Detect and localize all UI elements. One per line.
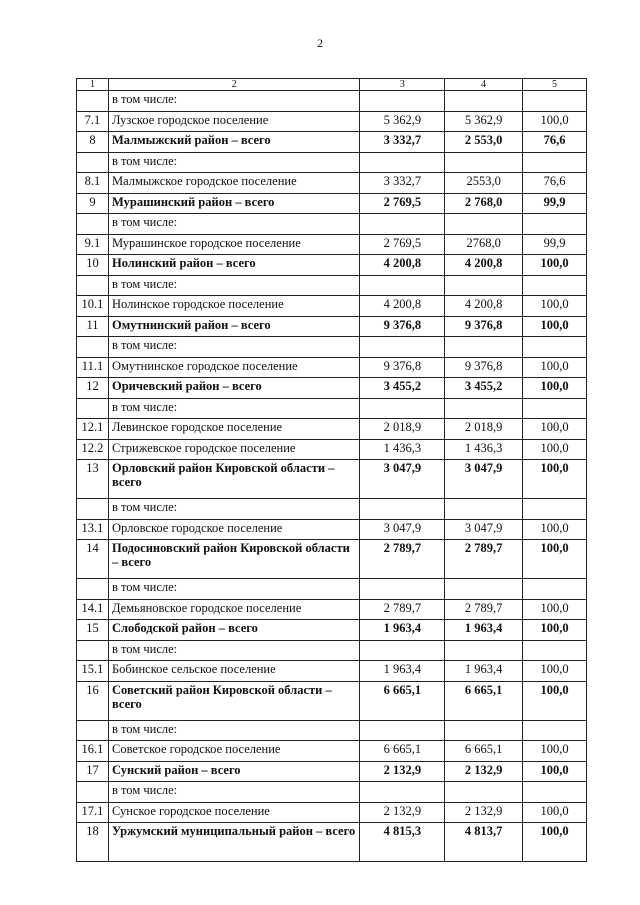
row-name-cell: Малмыжский район – всего bbox=[108, 132, 359, 153]
value-col3-cell: 1 436,3 bbox=[360, 439, 445, 460]
settlement-row bbox=[77, 599, 587, 620]
value-col3-cell: 9 376,8 bbox=[360, 316, 445, 337]
column-header: 3 bbox=[360, 79, 445, 91]
including-row bbox=[77, 91, 587, 112]
settlement-row bbox=[77, 173, 587, 194]
district-total-row bbox=[77, 316, 587, 337]
settlement-row bbox=[77, 661, 587, 682]
column-header: 5 bbox=[523, 79, 587, 91]
percent-cell bbox=[523, 337, 587, 358]
percent-cell bbox=[523, 720, 587, 741]
row-name-cell: Бобинское сельское поселение bbox=[108, 661, 359, 682]
value-col4-cell: 2 789,7 bbox=[445, 540, 523, 579]
row-name-cell: Нолинский район – всего bbox=[108, 255, 359, 276]
value-col4-cell: 2553,0 bbox=[445, 173, 523, 194]
settlement-row bbox=[77, 357, 587, 378]
percent-cell: 99,9 bbox=[523, 193, 587, 214]
district-total-row bbox=[77, 540, 587, 579]
value-col4-cell bbox=[445, 499, 523, 520]
row-name-cell: в том числе: bbox=[108, 337, 359, 358]
percent-cell: 100,0 bbox=[523, 620, 587, 641]
value-col4-cell: 9 376,8 bbox=[445, 357, 523, 378]
value-col3-cell bbox=[360, 152, 445, 173]
row-name-cell: в том числе: bbox=[108, 214, 359, 235]
value-col3-cell: 3 332,7 bbox=[360, 173, 445, 194]
row-name-cell: Сунское городское поселение bbox=[108, 802, 359, 823]
percent-cell: 100,0 bbox=[523, 540, 587, 579]
row-number-cell: 8.1 bbox=[77, 173, 109, 194]
settlement-row bbox=[77, 111, 587, 132]
value-col3-cell: 3 047,9 bbox=[360, 460, 445, 499]
row-name-cell: в том числе: bbox=[108, 398, 359, 419]
value-col3-cell bbox=[360, 91, 445, 112]
value-col4-cell bbox=[445, 214, 523, 235]
row-number-cell: 9 bbox=[77, 193, 109, 214]
percent-cell: 100,0 bbox=[523, 419, 587, 440]
row-number-cell bbox=[77, 398, 109, 419]
row-name-cell: в том числе: bbox=[108, 91, 359, 112]
district-total-row bbox=[77, 620, 587, 641]
percent-cell: 76,6 bbox=[523, 173, 587, 194]
row-name-cell: Подосиновский район Кировской области – всего bbox=[108, 540, 359, 579]
percent-cell: 100,0 bbox=[523, 802, 587, 823]
row-number-cell bbox=[77, 214, 109, 235]
settlement-row bbox=[77, 741, 587, 762]
row-number-cell: 8 bbox=[77, 132, 109, 153]
value-col3-cell: 2 769,5 bbox=[360, 234, 445, 255]
row-number-cell: 12 bbox=[77, 378, 109, 399]
row-number-cell: 16 bbox=[77, 681, 109, 720]
row-name-cell: Омутнинский район – всего bbox=[108, 316, 359, 337]
row-number-cell: 17 bbox=[77, 761, 109, 782]
including-row bbox=[77, 720, 587, 741]
percent-cell: 100,0 bbox=[523, 823, 587, 862]
percent-cell: 99,9 bbox=[523, 234, 587, 255]
percent-cell: 100,0 bbox=[523, 681, 587, 720]
percent-cell: 100,0 bbox=[523, 316, 587, 337]
including-row bbox=[77, 640, 587, 661]
percent-cell: 100,0 bbox=[523, 460, 587, 499]
percent-cell bbox=[523, 579, 587, 600]
district-total-row bbox=[77, 460, 587, 499]
table-header-row bbox=[77, 79, 587, 91]
district-total-row bbox=[77, 378, 587, 399]
settlement-row bbox=[77, 439, 587, 460]
row-number-cell: 9.1 bbox=[77, 234, 109, 255]
row-name-cell: Мурашинское городское поселение bbox=[108, 234, 359, 255]
district-total-row bbox=[77, 193, 587, 214]
including-row bbox=[77, 579, 587, 600]
row-name-cell: Стрижевское городское поселение bbox=[108, 439, 359, 460]
value-col3-cell: 4 200,8 bbox=[360, 296, 445, 317]
page-number: 2 bbox=[317, 36, 323, 50]
row-number-cell: 7.1 bbox=[77, 111, 109, 132]
row-name-cell: Нолинское городское поселение bbox=[108, 296, 359, 317]
value-col4-cell bbox=[445, 640, 523, 661]
including-row bbox=[77, 337, 587, 358]
percent-cell bbox=[523, 214, 587, 235]
value-col4-cell: 4 813,7 bbox=[445, 823, 523, 862]
percent-cell: 100,0 bbox=[523, 439, 587, 460]
row-number-cell: 14 bbox=[77, 540, 109, 579]
value-col3-cell: 2 132,9 bbox=[360, 802, 445, 823]
value-col3-cell: 6 665,1 bbox=[360, 741, 445, 762]
row-number-cell: 10.1 bbox=[77, 296, 109, 317]
value-col4-cell bbox=[445, 398, 523, 419]
percent-cell: 76,6 bbox=[523, 132, 587, 153]
value-col3-cell: 6 665,1 bbox=[360, 681, 445, 720]
row-number-cell: 10 bbox=[77, 255, 109, 276]
value-col4-cell: 3 455,2 bbox=[445, 378, 523, 399]
value-col4-cell: 4 200,8 bbox=[445, 296, 523, 317]
including-row bbox=[77, 152, 587, 173]
row-name-cell: Мурашинский район – всего bbox=[108, 193, 359, 214]
value-col3-cell bbox=[360, 398, 445, 419]
row-number-cell bbox=[77, 499, 109, 520]
settlement-row bbox=[77, 802, 587, 823]
row-number-cell bbox=[77, 782, 109, 803]
settlement-row bbox=[77, 419, 587, 440]
row-number-cell bbox=[77, 720, 109, 741]
value-col4-cell bbox=[445, 579, 523, 600]
value-col3-cell: 3 047,9 bbox=[360, 519, 445, 540]
including-row bbox=[77, 214, 587, 235]
row-name-cell: Демьяновское городское поселение bbox=[108, 599, 359, 620]
value-col3-cell: 4 815,3 bbox=[360, 823, 445, 862]
row-name-cell: Слободской район – всего bbox=[108, 620, 359, 641]
row-number-cell: 11.1 bbox=[77, 357, 109, 378]
value-col4-cell: 1 963,4 bbox=[445, 661, 523, 682]
row-name-cell: Сунский район – всего bbox=[108, 761, 359, 782]
row-number-cell bbox=[77, 337, 109, 358]
percent-cell bbox=[523, 499, 587, 520]
percent-cell: 100,0 bbox=[523, 519, 587, 540]
row-name-cell: Орловский район Кировской области – всего bbox=[108, 460, 359, 499]
row-name-cell: Лузское городское поселение bbox=[108, 111, 359, 132]
percent-cell: 100,0 bbox=[523, 741, 587, 762]
district-total-row bbox=[77, 132, 587, 153]
row-name-cell: Орловское городское поселение bbox=[108, 519, 359, 540]
percent-cell: 100,0 bbox=[523, 111, 587, 132]
value-col4-cell bbox=[445, 152, 523, 173]
row-number-cell bbox=[77, 275, 109, 296]
table-body bbox=[77, 91, 587, 862]
value-col4-cell: 5 362,9 bbox=[445, 111, 523, 132]
value-col3-cell: 4 200,8 bbox=[360, 255, 445, 276]
value-col4-cell: 2 132,9 bbox=[445, 802, 523, 823]
row-name-cell: Малмыжское городское поселение bbox=[108, 173, 359, 194]
row-name-cell: в том числе: bbox=[108, 720, 359, 741]
percent-cell: 100,0 bbox=[523, 661, 587, 682]
percent-cell: 100,0 bbox=[523, 378, 587, 399]
row-number-cell: 17.1 bbox=[77, 802, 109, 823]
row-name-cell: Советский район Кировской области – всего bbox=[108, 681, 359, 720]
value-col4-cell: 2 018,9 bbox=[445, 419, 523, 440]
budget-table bbox=[76, 78, 587, 862]
including-row bbox=[77, 398, 587, 419]
value-col3-cell: 1 963,4 bbox=[360, 661, 445, 682]
row-number-cell: 12.2 bbox=[77, 439, 109, 460]
value-col4-cell: 2 789,7 bbox=[445, 599, 523, 620]
value-col3-cell: 2 789,7 bbox=[360, 599, 445, 620]
district-total-row bbox=[77, 255, 587, 276]
row-name-cell: Оричевский район – всего bbox=[108, 378, 359, 399]
percent-cell bbox=[523, 91, 587, 112]
value-col3-cell: 5 362,9 bbox=[360, 111, 445, 132]
value-col3-cell bbox=[360, 337, 445, 358]
value-col3-cell: 2 018,9 bbox=[360, 419, 445, 440]
column-header: 1 bbox=[77, 79, 109, 91]
row-number-cell: 11 bbox=[77, 316, 109, 337]
row-name-cell: Уржумский муниципальный район – всего bbox=[108, 823, 359, 862]
including-row bbox=[77, 499, 587, 520]
settlement-row bbox=[77, 519, 587, 540]
row-name-cell: Омутнинское городское поселение bbox=[108, 357, 359, 378]
value-col4-cell: 2768,0 bbox=[445, 234, 523, 255]
value-col3-cell: 9 376,8 bbox=[360, 357, 445, 378]
value-col3-cell bbox=[360, 782, 445, 803]
value-col3-cell: 3 455,2 bbox=[360, 378, 445, 399]
percent-cell: 100,0 bbox=[523, 357, 587, 378]
row-number-cell: 16.1 bbox=[77, 741, 109, 762]
percent-cell bbox=[523, 152, 587, 173]
value-col3-cell bbox=[360, 275, 445, 296]
percent-cell bbox=[523, 398, 587, 419]
settlement-row bbox=[77, 296, 587, 317]
row-name-cell: в том числе: bbox=[108, 782, 359, 803]
settlement-row bbox=[77, 234, 587, 255]
value-col3-cell bbox=[360, 720, 445, 741]
value-col3-cell bbox=[360, 214, 445, 235]
row-name-cell: в том числе: bbox=[108, 640, 359, 661]
value-col3-cell bbox=[360, 640, 445, 661]
percent-cell bbox=[523, 640, 587, 661]
value-col4-cell: 2 132,9 bbox=[445, 761, 523, 782]
value-col4-cell: 9 376,8 bbox=[445, 316, 523, 337]
row-number-cell: 13 bbox=[77, 460, 109, 499]
district-total-row bbox=[77, 761, 587, 782]
value-col3-cell bbox=[360, 579, 445, 600]
percent-cell: 100,0 bbox=[523, 255, 587, 276]
row-number-cell bbox=[77, 640, 109, 661]
including-row bbox=[77, 782, 587, 803]
column-header: 2 bbox=[108, 79, 359, 91]
value-col3-cell: 2 132,9 bbox=[360, 761, 445, 782]
value-col4-cell bbox=[445, 275, 523, 296]
row-name-cell: в том числе: bbox=[108, 152, 359, 173]
including-row bbox=[77, 275, 587, 296]
row-number-cell bbox=[77, 91, 109, 112]
value-col3-cell: 3 332,7 bbox=[360, 132, 445, 153]
percent-cell: 100,0 bbox=[523, 761, 587, 782]
district-total-row bbox=[77, 823, 587, 862]
value-col4-cell: 3 047,9 bbox=[445, 460, 523, 499]
row-number-cell bbox=[77, 579, 109, 600]
row-number-cell: 14.1 bbox=[77, 599, 109, 620]
row-number-cell: 13.1 bbox=[77, 519, 109, 540]
row-number-cell: 15 bbox=[77, 620, 109, 641]
row-name-cell: в том числе: bbox=[108, 579, 359, 600]
value-col3-cell: 1 963,4 bbox=[360, 620, 445, 641]
value-col4-cell: 2 768,0 bbox=[445, 193, 523, 214]
row-number-cell bbox=[77, 152, 109, 173]
value-col4-cell: 2 553,0 bbox=[445, 132, 523, 153]
value-col4-cell bbox=[445, 337, 523, 358]
value-col4-cell: 1 963,4 bbox=[445, 620, 523, 641]
value-col3-cell: 2 789,7 bbox=[360, 540, 445, 579]
value-col3-cell: 2 769,5 bbox=[360, 193, 445, 214]
row-name-cell: Советское городское поселение bbox=[108, 741, 359, 762]
value-col4-cell: 6 665,1 bbox=[445, 741, 523, 762]
percent-cell: 100,0 bbox=[523, 599, 587, 620]
row-name-cell: в том числе: bbox=[108, 275, 359, 296]
value-col4-cell: 6 665,1 bbox=[445, 681, 523, 720]
percent-cell bbox=[523, 275, 587, 296]
value-col3-cell bbox=[360, 499, 445, 520]
row-name-cell: Левинское городское поселение bbox=[108, 419, 359, 440]
value-col4-cell: 1 436,3 bbox=[445, 439, 523, 460]
row-number-cell: 12.1 bbox=[77, 419, 109, 440]
district-total-row bbox=[77, 681, 587, 720]
value-col4-cell bbox=[445, 720, 523, 741]
row-name-cell: в том числе: bbox=[108, 499, 359, 520]
column-header: 4 bbox=[445, 79, 523, 91]
value-col4-cell: 4 200,8 bbox=[445, 255, 523, 276]
value-col4-cell bbox=[445, 91, 523, 112]
row-number-cell: 18 bbox=[77, 823, 109, 862]
percent-cell bbox=[523, 782, 587, 803]
value-col4-cell bbox=[445, 782, 523, 803]
percent-cell: 100,0 bbox=[523, 296, 587, 317]
row-number-cell: 15.1 bbox=[77, 661, 109, 682]
value-col4-cell: 3 047,9 bbox=[445, 519, 523, 540]
